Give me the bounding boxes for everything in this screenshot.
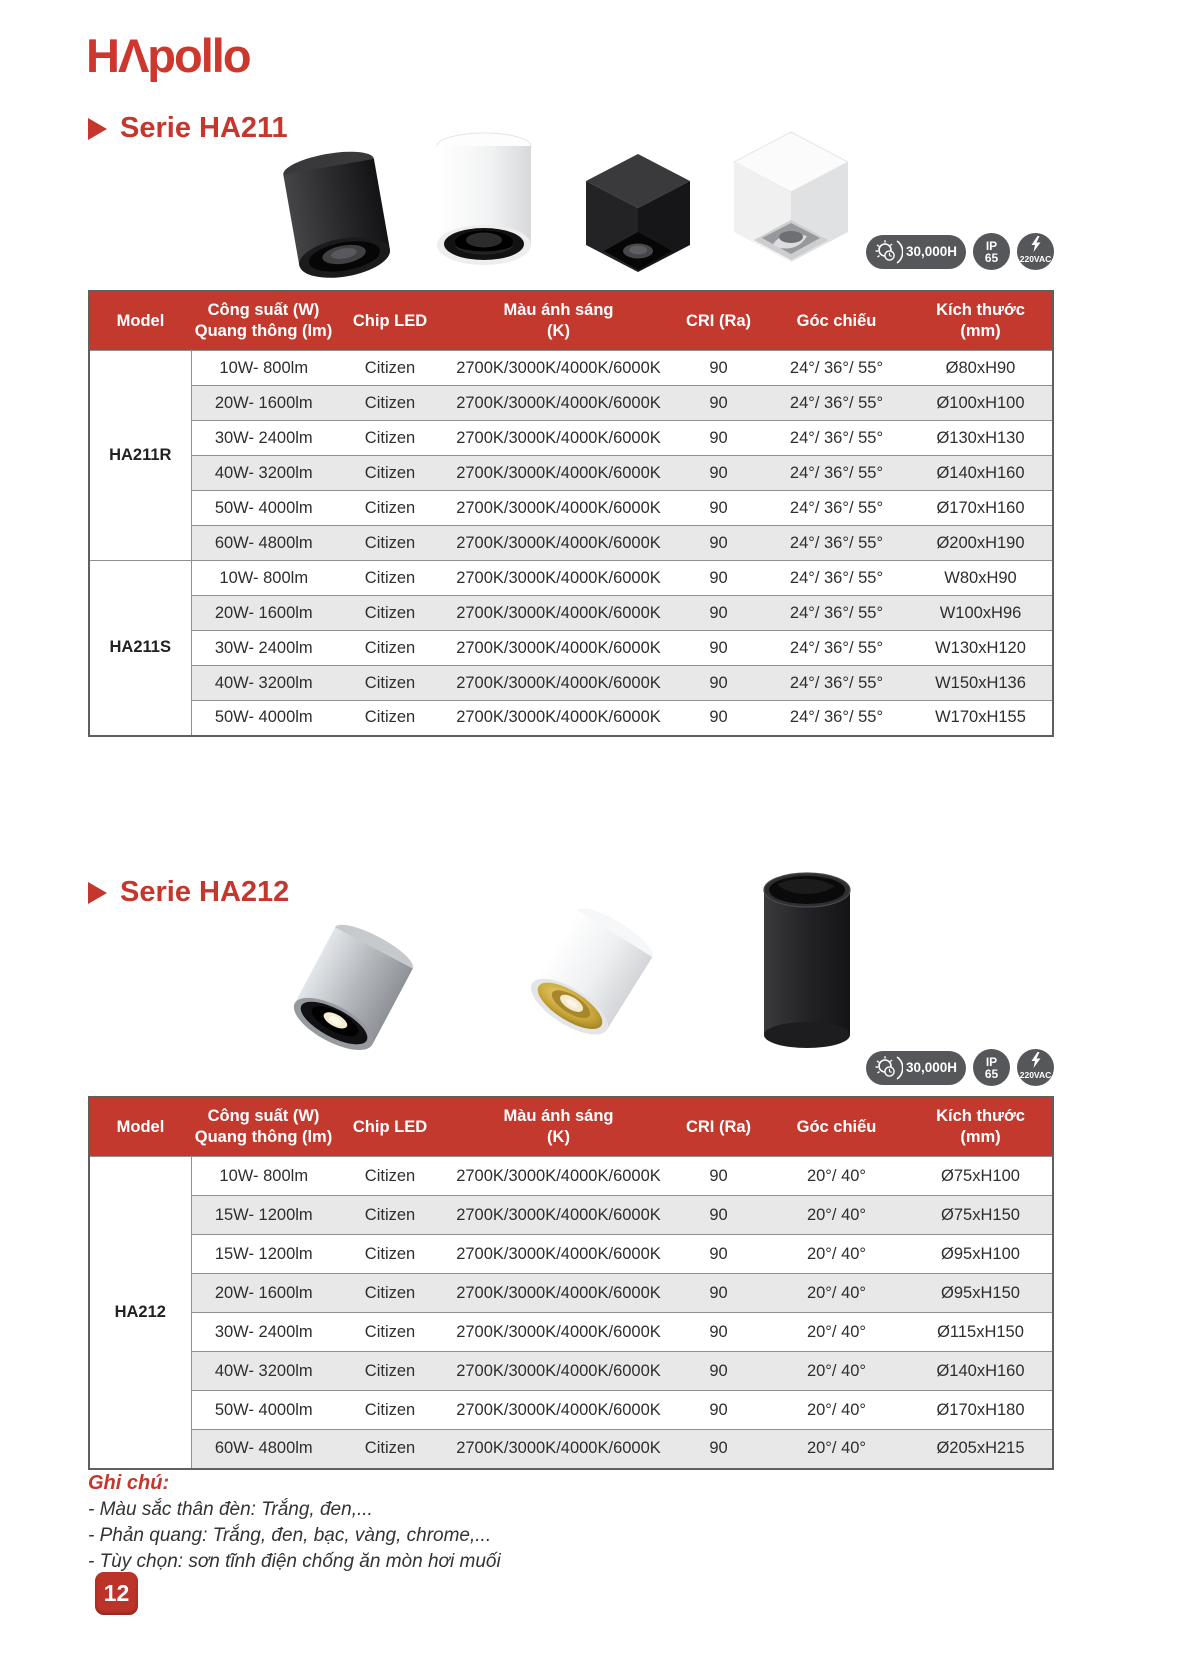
spec-cell: Ø130xH130 [909,421,1053,456]
table-row [89,1196,1053,1235]
product-image-black-square-downlight [578,148,698,283]
spec-cell: 24°/ 36°/ 55° [764,456,909,491]
ip-label: IP [985,1054,998,1069]
column-header: Chip LED [336,291,444,351]
table-row [89,351,1053,386]
spec-cell: 24°/ 36°/ 55° [764,526,909,561]
spec-cell: 90 [673,1196,764,1235]
spec-cell: 24°/ 36°/ 55° [764,351,909,386]
product-image-black-round-downlight [267,141,409,300]
spec-cell: 40W- 3200lm [191,456,336,491]
spec-cell: Ø140xH160 [909,1352,1053,1391]
spec-cell: Citizen [336,1235,444,1274]
voltage-label: 220VAC [1019,254,1052,264]
spec-cell: 24°/ 36°/ 55° [764,561,909,596]
spec-cell: 30W- 2400lm [191,1313,336,1352]
spec-cell: 2700K/3000K/4000K/6000K [444,1391,673,1430]
notes-block [88,1472,501,1575]
column-header: Công suất (W) Quang thông (lm) [191,1097,336,1157]
header-row [89,291,1053,351]
note-line: - Phản quang: Trắng, đen, bạc, vàng, chrome,... [88,1525,492,1546]
table-row [89,421,1053,456]
triangle-right-icon [88,118,107,140]
spec-cell: 24°/ 36°/ 55° [764,666,909,701]
spec-cell: 2700K/3000K/4000K/6000K [444,1157,673,1196]
spec-cell: Citizen [336,666,444,701]
spec-cell: Citizen [336,421,444,456]
spec-cell: 90 [673,1352,764,1391]
spec-cell: Citizen [336,1274,444,1313]
spec-cell: 24°/ 36°/ 55° [764,596,909,631]
section-heading-ha211 [88,112,288,145]
column-header: Model [89,291,191,351]
spec-cell: 50W- 4000lm [191,1391,336,1430]
spec-cell: 90 [673,701,764,736]
spec-cell: 90 [673,351,764,386]
spec-cell: 24°/ 36°/ 55° [764,491,909,526]
spec-cell: 90 [673,631,764,666]
column-header: Góc chiếu [764,291,909,351]
notes-title: Ghi chú: [88,1472,170,1494]
spec-cell: Ø95xH100 [909,1235,1053,1274]
spec-cell: 30W- 2400lm [191,631,336,666]
spec-cell: Citizen [336,351,444,386]
spec-cell: 40W- 3200lm [191,1352,336,1391]
note-line: - Màu sắc thân đèn: Trắng, đen,... [88,1499,373,1520]
spec-cell: Citizen [336,1430,444,1469]
lifetime-label: 30,000H [906,244,958,259]
spec-cell: Ø170xH180 [909,1391,1053,1430]
bulb-clock-icon [873,238,903,266]
table-row [89,1391,1053,1430]
spec-cell: Citizen [336,491,444,526]
product-image-white-round-downlight [424,130,544,280]
column-header: Công suất (W) Quang thông (lm) [191,291,336,351]
spec-cell: 90 [673,526,764,561]
spec-cell: 2700K/3000K/4000K/6000K [444,1352,673,1391]
spec-cell: Ø205xH215 [909,1430,1053,1469]
triangle-right-icon [88,882,107,904]
bulb-clock-icon [873,1054,903,1082]
table-row [89,701,1053,736]
spec-cell: 90 [673,1430,764,1469]
spec-cell: 15W- 1200lm [191,1235,336,1274]
spec-cell: 24°/ 36°/ 55° [764,631,909,666]
table-row [89,526,1053,561]
lifetime-badge [866,235,966,269]
spec-cell: 2700K/3000K/4000K/6000K [444,1313,673,1352]
spec-cell: Ø95xH150 [909,1274,1053,1313]
product-image-silver-cylinder-downlight [267,907,434,1078]
spec-cell: 20W- 1600lm [191,1274,336,1313]
spec-table-ha211 [88,290,1054,737]
spec-cell: 90 [673,666,764,701]
spec-cell: Citizen [336,631,444,666]
spec-cell: Ø75xH150 [909,1196,1053,1235]
ip-label: IP [985,238,998,253]
spec-cell: Citizen [336,561,444,596]
spec-cell: Citizen [336,1352,444,1391]
spec-cell: 90 [673,1391,764,1430]
page-number-badge: 12 [95,1572,138,1615]
spec-cell: 15W- 1200lm [191,1196,336,1235]
spec-cell: 10W- 800lm [191,1157,336,1196]
spec-cell: 2700K/3000K/4000K/6000K [444,1274,673,1313]
note-line: - Tùy chọn: sơn tĩnh điện chống ăn mòn hơi muối [88,1551,501,1572]
spec-cell: Ø80xH90 [909,351,1053,386]
column-header: Màu ánh sáng (K) [444,291,673,351]
ip65-badge [973,233,1010,270]
spec-cell: 2700K/3000K/4000K/6000K [444,456,673,491]
spec-cell: 50W- 4000lm [191,701,336,736]
spec-cell: Ø170xH160 [909,491,1053,526]
section-title: Serie HA211 [120,112,288,144]
column-header: CRI (Ra) [673,291,764,351]
model-cell: HA211R [89,351,191,561]
spec-cell: 20W- 1600lm [191,596,336,631]
spec-cell: 2700K/3000K/4000K/6000K [444,1430,673,1469]
voltage-badge [1017,233,1054,270]
spec-cell: 90 [673,561,764,596]
spec-cell: 10W- 800lm [191,561,336,596]
table-row [89,666,1053,701]
spec-cell: W130xH120 [909,631,1053,666]
spec-cell: 2700K/3000K/4000K/6000K [444,701,673,736]
table-row [89,1235,1053,1274]
spec-cell: 20°/ 40° [764,1313,909,1352]
column-header: Kích thước (mm) [909,291,1053,351]
column-header: CRI (Ra) [673,1097,764,1157]
section-heading-ha212 [88,876,289,909]
spec-cell: 2700K/3000K/4000K/6000K [444,421,673,456]
table-row [89,1274,1053,1313]
spec-cell: Ø200xH190 [909,526,1053,561]
spec-cell: 50W- 4000lm [191,491,336,526]
spec-cell: 90 [673,1235,764,1274]
voltage-label: 220VAC [1019,1070,1052,1080]
table-row [89,1352,1053,1391]
spec-cell: 10W- 800lm [191,351,336,386]
certification-badges [866,1049,1054,1086]
model-cell: HA212 [89,1157,191,1469]
lightning-icon [1029,236,1043,252]
lifetime-badge [866,1051,966,1085]
spec-cell: 90 [673,596,764,631]
spec-cell: Citizen [336,386,444,421]
spec-cell: Citizen [336,1196,444,1235]
spec-cell: 90 [673,1274,764,1313]
spec-cell: 2700K/3000K/4000K/6000K [444,526,673,561]
table-row [89,561,1053,596]
column-header: Model [89,1097,191,1157]
spec-cell: 24°/ 36°/ 55° [764,701,909,736]
spec-cell: Citizen [336,701,444,736]
spec-cell: 20°/ 40° [764,1196,909,1235]
spec-cell: Ø140xH160 [909,456,1053,491]
spec-cell: W150xH136 [909,666,1053,701]
spec-cell: W80xH90 [909,561,1053,596]
ip-value: 65 [984,1066,999,1081]
spec-cell: Citizen [336,456,444,491]
spec-cell: Ø75xH100 [909,1157,1053,1196]
spec-cell: 2700K/3000K/4000K/6000K [444,1196,673,1235]
lifetime-label: 30,000H [906,1060,958,1075]
table-row [89,1313,1053,1352]
brand-logo: HΛpollo [86,29,250,82]
product-image-black-tall-cylinder [755,868,860,1058]
column-header: Chip LED [336,1097,444,1157]
spec-cell: Citizen [336,526,444,561]
spec-cell: 90 [673,491,764,526]
spec-cell: Citizen [336,596,444,631]
table-row [89,631,1053,666]
spec-cell: 2700K/3000K/4000K/6000K [444,386,673,421]
spec-cell: Citizen [336,1391,444,1430]
spec-cell: 90 [673,421,764,456]
voltage-badge [1017,1049,1054,1086]
model-cell: HA211S [89,561,191,736]
spec-cell: 20°/ 40° [764,1157,909,1196]
spec-cell: W100xH96 [909,596,1053,631]
spec-cell: W170xH155 [909,701,1053,736]
section-title: Serie HA212 [120,876,290,908]
spec-cell: 2700K/3000K/4000K/6000K [444,666,673,701]
spec-cell: 90 [673,386,764,421]
lightning-icon [1029,1052,1043,1068]
spec-cell: 24°/ 36°/ 55° [764,386,909,421]
spec-cell: 2700K/3000K/4000K/6000K [444,1235,673,1274]
spec-cell: 90 [673,1313,764,1352]
column-header: Màu ánh sáng (K) [444,1097,673,1157]
spec-cell: 60W- 4800lm [191,526,336,561]
spec-cell: 20°/ 40° [764,1235,909,1274]
product-image-white-gold-cylinder-downlight [503,890,674,1064]
spec-cell: Ø100xH100 [909,386,1053,421]
spec-cell: 30W- 2400lm [191,421,336,456]
spec-cell: Ø115xH150 [909,1313,1053,1352]
table-row [89,386,1053,421]
spec-cell: 90 [673,1157,764,1196]
spec-table-ha212 [88,1096,1054,1470]
spec-cell: 2700K/3000K/4000K/6000K [444,631,673,666]
column-header: Kích thước (mm) [909,1097,1053,1157]
spec-cell: 20°/ 40° [764,1391,909,1430]
table-row [89,456,1053,491]
spec-cell: 2700K/3000K/4000K/6000K [444,561,673,596]
ip-value: 65 [984,250,999,265]
table-row [89,1157,1053,1196]
spec-cell: 2700K/3000K/4000K/6000K [444,351,673,386]
certification-badges [866,233,1054,270]
spec-cell: 24°/ 36°/ 55° [764,421,909,456]
spec-cell: 20°/ 40° [764,1352,909,1391]
spec-cell: Citizen [336,1157,444,1196]
spec-cell: 40W- 3200lm [191,666,336,701]
spec-cell: 20°/ 40° [764,1274,909,1313]
spec-cell: 2700K/3000K/4000K/6000K [444,491,673,526]
spec-cell: 90 [673,456,764,491]
table-row [89,596,1053,631]
spec-cell: 2700K/3000K/4000K/6000K [444,596,673,631]
product-image-white-square-downlight [726,126,856,278]
spec-cell: Citizen [336,1313,444,1352]
column-header: Góc chiếu [764,1097,909,1157]
spec-cell: 20°/ 40° [764,1430,909,1469]
spec-cell: 60W- 4800lm [191,1430,336,1469]
header-row [89,1097,1053,1157]
table-row [89,491,1053,526]
spec-cell: 20W- 1600lm [191,386,336,421]
table-row [89,1430,1053,1469]
ip65-badge [973,1049,1010,1086]
